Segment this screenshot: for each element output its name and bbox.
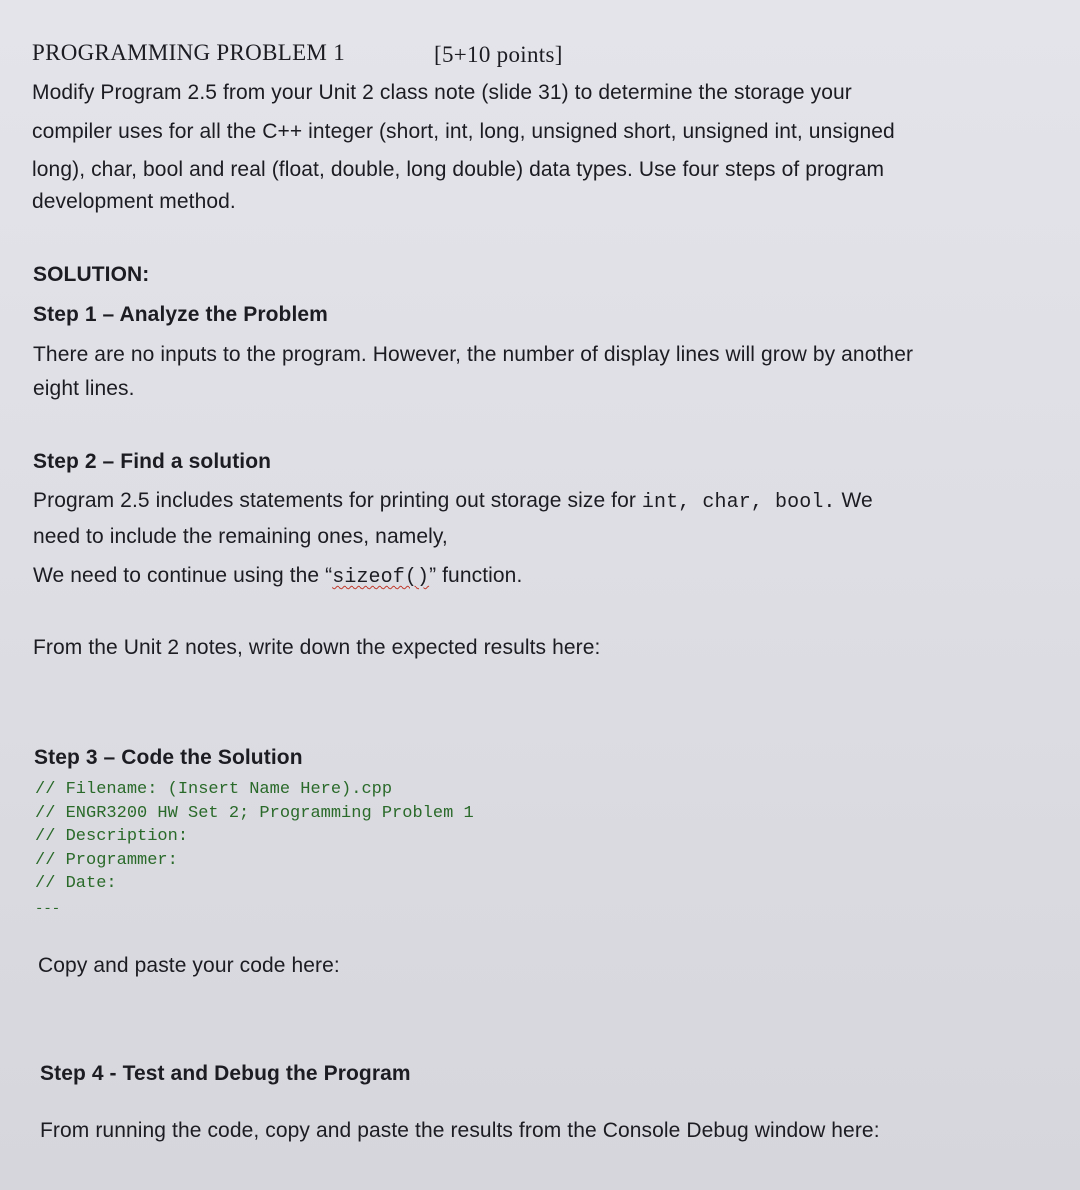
paste-code-prompt: Copy and paste your code here: (38, 954, 340, 977)
step2-heading: Step 2 – Find a solution (33, 450, 272, 473)
step2-line2: need to include the remaining ones, namely, (33, 525, 448, 548)
step2-line3 (33, 563, 522, 591)
problem-title-text: PROGRAMMING PROBLEM 1 (32, 40, 346, 65)
description-line: long), char, bool and real (float, double, long double) data types. Use four steps of program (32, 158, 885, 181)
expected-results-prompt: From the Unit 2 notes, write down the expected results here: (33, 636, 601, 659)
step2-line3-prefix: We need to continue using the “ (33, 564, 333, 587)
step2-line1-code: int, char, bool. (641, 491, 836, 514)
code-comment-line: // ENGR3200 HW Set 2; Programming Problem 1 (35, 804, 474, 823)
problem-points (434, 42, 563, 68)
step2-line1 (33, 488, 873, 516)
code-comment-line: // Filename: (Insert Name Here).cpp (35, 780, 393, 799)
description-line: compiler uses for all the C++ integer (short, int, long, unsigned short, unsigned int, unsigned (32, 120, 895, 143)
step1-heading: Step 1 – Analyze the Problem (33, 303, 328, 326)
code-comment-line: // Programmer: (35, 851, 178, 870)
code-separator: --- (35, 901, 61, 917)
problem-title (32, 40, 345, 66)
description-line: development method. (32, 190, 236, 213)
step4-heading: Step 4 - Test and Debug the Program (40, 1062, 411, 1085)
code-comment-line: // Date: (35, 874, 117, 893)
step2-line3-suffix: ” function. (429, 564, 523, 587)
step3-heading: Step 3 – Code the Solution (34, 746, 303, 769)
step1-text-line: There are no inputs to the program. However, the number of display lines will grow by another (33, 343, 914, 366)
solution-label: SOLUTION: (33, 263, 150, 286)
step4-instruction: From running the code, copy and paste the results from the Console Debug window here: (40, 1119, 880, 1142)
problem-points-text: [5+10 points] (434, 42, 563, 67)
code-comment-line: // Description: (35, 827, 189, 846)
step1-text-line: eight lines. (33, 377, 135, 400)
step2-line1-prefix: Program 2.5 includes statements for printing out storage size for (33, 489, 642, 512)
sizeof-code: sizeof() (332, 566, 430, 589)
step2-line1-suffix: We (835, 489, 873, 512)
description-line: Modify Program 2.5 from your Unit 2 class note (slide 31) to determine the storage your (32, 81, 852, 104)
